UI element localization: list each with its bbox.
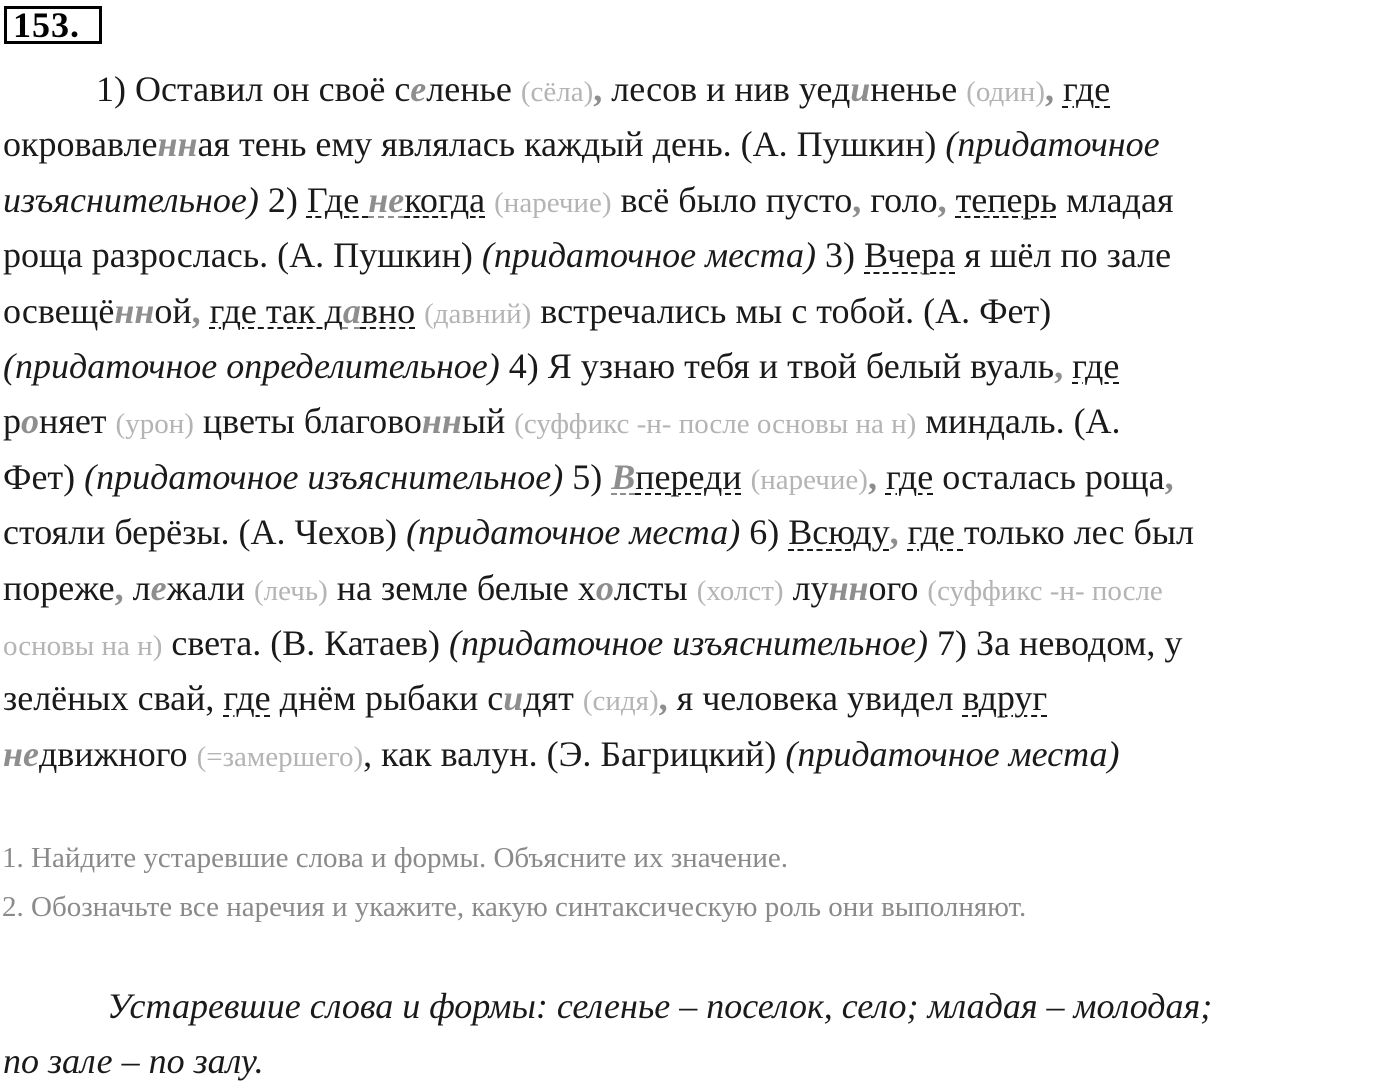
text-segment [415, 291, 424, 331]
text-segment: ой [154, 290, 192, 331]
clause-type-label: (придаточное места) [785, 733, 1120, 774]
text-line [3, 228, 1400, 283]
clause-type-label: (придаточное изъяснительное) [84, 456, 564, 497]
text-line [3, 62, 1400, 117]
text-segment: голо [861, 179, 938, 220]
highlighted-punctuation: , [1164, 456, 1174, 497]
highlighted-letters: а [342, 290, 361, 331]
text-segment: стояли берёзы. (А. Чехов) [3, 512, 407, 553]
clause-type-label: (придаточное места) [406, 512, 741, 553]
highlighted-letters: и [850, 69, 871, 109]
text-line [3, 671, 1400, 726]
text-line [3, 727, 1400, 782]
text-segment: 3) [816, 235, 864, 276]
text-segment: 4) Я узнаю тебя и твой белый вуаль [499, 345, 1055, 386]
text-segment: света. (В. Катаев) [162, 622, 449, 663]
underlined-word: где [223, 678, 271, 719]
grammar-note: (сёла) [520, 76, 594, 108]
grammar-note: (один) [966, 76, 1045, 108]
clause-type-label: (придаточное определительное) [3, 345, 500, 386]
grammar-note: (урон) [115, 408, 194, 441]
underlined-word: когда [404, 179, 486, 220]
highlighted-letters: нн [828, 567, 869, 608]
text-segment: лесов и нив уед [602, 69, 851, 109]
highlighted-punctuation: , [867, 456, 877, 497]
exercise-number: 153. [4, 6, 102, 44]
text-segment: движного [38, 733, 197, 774]
highlighted-punctuation: , [1054, 345, 1064, 386]
text-segment: пореже [3, 567, 115, 608]
text-segment: цветы благово [193, 401, 422, 442]
text-segment: ленье [426, 69, 521, 109]
text-segment: младая [1056, 179, 1174, 220]
text-segment: зелёных свай, [3, 678, 224, 719]
grammar-note: (холст) [696, 574, 784, 607]
highlighted-letters: е [150, 567, 167, 608]
text-segment: ненье [870, 69, 967, 109]
text-line [3, 505, 1400, 560]
text-segment: я человека увидел [667, 678, 963, 719]
text-segment: 5) [563, 456, 612, 497]
clause-type-label: (придаточное [945, 124, 1160, 165]
text-segment: ого [868, 567, 928, 608]
text-segment: освещё [3, 290, 115, 331]
text-segment [899, 512, 908, 552]
grammar-note: (сидя) [582, 685, 659, 718]
text-segment: Фет) [3, 456, 85, 497]
text-segment: лу [783, 567, 829, 608]
text-segment: только лес был [963, 512, 1195, 553]
highlighted-letters: нн [114, 290, 155, 331]
highlighted-letters: не [3, 733, 39, 774]
text-segment: днём рыбаки с [270, 678, 504, 719]
grammar-note: (наречие) [750, 463, 868, 496]
underlined-word: переди [635, 456, 742, 497]
highlighted-punctuation: , [1044, 69, 1054, 109]
text-segment: лсты [613, 567, 697, 608]
text-segment [1054, 69, 1063, 109]
highlighted-punctuation: , [191, 290, 201, 331]
clause-type-label: изъяснительное) [3, 179, 259, 220]
underlined-word: Где [306, 179, 369, 220]
text-segment: р [3, 401, 21, 442]
highlighted-letters: о [595, 567, 614, 608]
underlined-word: где [907, 512, 964, 553]
text-segment: ый [461, 401, 515, 442]
text-segment: всё было пусто [611, 179, 853, 220]
text-segment: встречались мы с тобой. (А. Фет) [531, 290, 1052, 331]
highlighted-punctuation: , [593, 69, 603, 109]
text-segment: на земле белые х [327, 567, 596, 608]
text-line [3, 284, 1400, 339]
text-line [3, 450, 1400, 505]
grammar-note: (=замершего) [196, 740, 364, 773]
highlighted-letters: е [410, 69, 427, 109]
text-segment [485, 180, 494, 220]
text-segment: л [123, 567, 151, 608]
grammar-note: (лечь) [253, 574, 328, 607]
text-segment [742, 457, 751, 497]
answer-line: по зале – по залу. [3, 1041, 264, 1082]
text-segment [201, 291, 210, 331]
text-segment [877, 457, 886, 497]
underlined-word: Вчера [864, 235, 956, 276]
text-line [3, 117, 1400, 172]
grammar-note: (суффикс -н- после основы на н) [514, 408, 917, 441]
text-segment: 6) [740, 512, 789, 553]
clause-type-label: (придаточное места) [481, 235, 816, 276]
text-segment: окровавле [3, 124, 158, 165]
grammar-note: (наречие) [494, 186, 612, 219]
answer-line: Устаревшие слова и формы: селенье – поселок, село; младая – молодая; [107, 986, 1213, 1026]
highlighted-punctuation: , [889, 512, 899, 553]
text-segment: дят [523, 678, 583, 719]
text-segment: 1) Оставил он своё с [96, 69, 411, 109]
underlined-word: вно [360, 290, 416, 331]
text-segment: я шёл по зале [955, 235, 1172, 276]
grammar-note: (суффикс -н- после [927, 574, 1163, 607]
underlined-word: Всюду [788, 512, 890, 553]
underlined-word: где [1062, 69, 1111, 109]
text-segment: миндаль. (А. [916, 401, 1121, 442]
text-line [3, 173, 1400, 228]
highlighted-letters: В [611, 456, 636, 497]
text-line [3, 616, 1400, 671]
highlighted-letters: не [368, 179, 405, 220]
text-segment: жали [166, 567, 254, 608]
exercise-text [3, 62, 1400, 782]
underlined-word: где [885, 456, 934, 497]
highlighted-letters: и [503, 678, 524, 719]
text-line [3, 339, 1400, 394]
text-segment [947, 180, 956, 220]
highlighted-letters: о [21, 401, 39, 442]
text-segment: 2) [258, 179, 307, 220]
text-segment: ая тень ему являлась каждый день. (А. Пушкин) [197, 124, 946, 165]
highlighted-letters: нн [157, 124, 198, 165]
highlighted-letters: нн [421, 401, 462, 442]
underlined-word: где так д [209, 290, 343, 331]
grammar-note: основы на н) [3, 629, 163, 662]
clause-type-label: (придаточное изъяснительное) [448, 622, 929, 663]
underlined-word: вдруг [962, 678, 1048, 719]
highlighted-punctuation: , [114, 567, 124, 608]
text-segment: осталась роща [933, 456, 1165, 497]
underlined-word: теперь [955, 179, 1057, 220]
text-line [3, 561, 1400, 616]
text-segment: , как валун. (Э. Багрицкий) [363, 733, 786, 774]
highlighted-punctuation: , [658, 678, 668, 719]
answer-block [3, 978, 1398, 1089]
text-line [3, 394, 1400, 449]
highlighted-punctuation: , [852, 179, 862, 220]
question-1: 1. Найдите устаревшие слова и формы. Объясните их значение. [2, 842, 789, 874]
text-segment [1063, 346, 1072, 386]
text-segment: няет [39, 401, 116, 442]
question-2: 2. Обозначьте все наречия и укажите, какую синтаксическую роль они выполняют. [2, 891, 1027, 923]
grammar-note: (давний) [424, 297, 532, 330]
text-segment: роща разрослась. (А. Пушкин) [3, 235, 482, 276]
text-segment: 7) За неводом, у [928, 622, 1183, 663]
underlined-word: где [1072, 345, 1120, 386]
highlighted-punctuation: , [937, 179, 947, 220]
